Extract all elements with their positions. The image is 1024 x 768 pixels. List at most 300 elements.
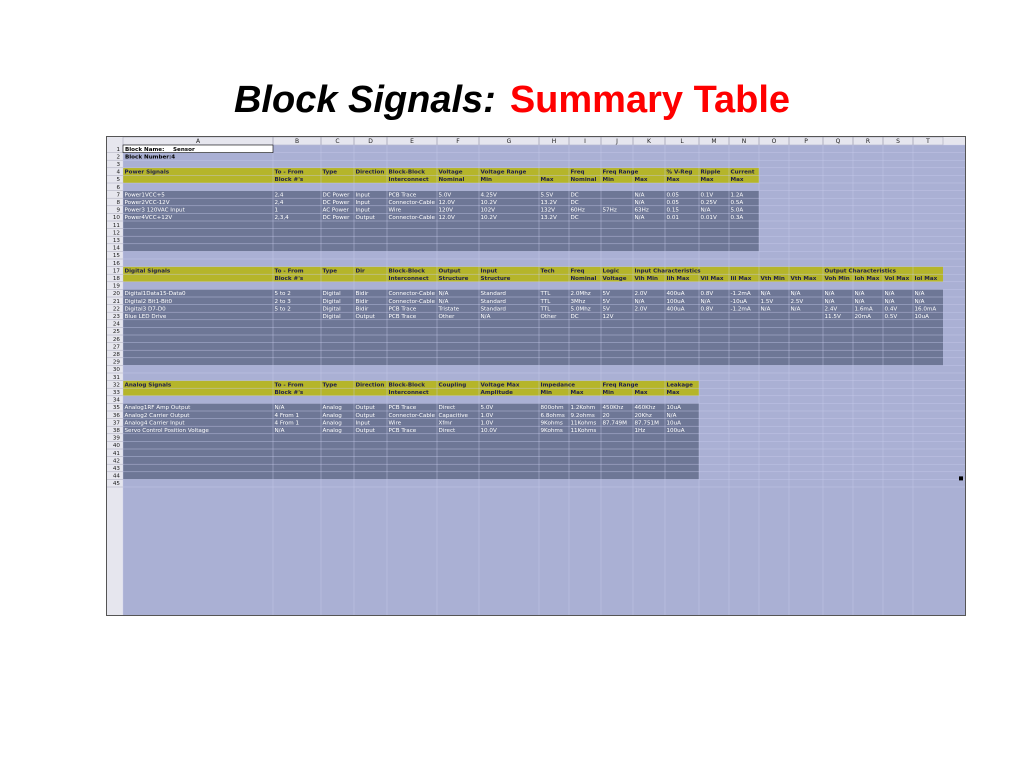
selection-handle[interactable] bbox=[959, 476, 963, 480]
analog-row-1-cell-K: 460Khz bbox=[634, 405, 656, 412]
digital-header1-cell-I: Freq bbox=[570, 268, 585, 275]
digital-row-1-cell-K: 2.0V bbox=[634, 291, 648, 298]
power-row-2-cell-M: 0.25V bbox=[700, 200, 717, 206]
row-label-6: 6 bbox=[116, 184, 120, 191]
digital-header1-cell-B: To - From bbox=[274, 268, 304, 275]
row-label-13: 13 bbox=[112, 238, 120, 244]
digital-row-4-cell-H: Other bbox=[540, 314, 557, 320]
row-label-36: 36 bbox=[112, 412, 120, 419]
row-label-15: 15 bbox=[112, 253, 120, 260]
power-row-4-cell-C: DC Power bbox=[322, 215, 350, 222]
analog-header2-cell-K: Max bbox=[634, 390, 648, 396]
digital-header1-cell-F: Output bbox=[438, 268, 461, 275]
power-row-1-cell-E: PCB Trace bbox=[388, 192, 417, 199]
analog-header1-cell-L: Leakage bbox=[666, 382, 693, 389]
digital-header2-cell-M: Vil Max bbox=[700, 276, 724, 282]
digital-row-1-cell-G: Standard bbox=[480, 291, 506, 298]
row-label-16: 16 bbox=[112, 260, 120, 267]
digital-row-2-cell-S: N/A bbox=[884, 298, 895, 305]
digital-row-3-cell-M: 0.8V bbox=[700, 306, 714, 313]
analog-row-2-cell-H: 6.8ohms bbox=[540, 412, 565, 419]
power-row-4-cell-N: 0.3A bbox=[730, 215, 744, 222]
analog-header2-cell-G: Amplitude bbox=[480, 390, 513, 396]
digital-header2-cell-S: Vol Max bbox=[884, 276, 910, 282]
power-header1-cell-G: Voltage Range bbox=[480, 169, 527, 176]
digital-header1-cell-C: Type bbox=[322, 268, 338, 275]
power-header1-cell-C: Type bbox=[322, 169, 338, 176]
power-row-4-cell-B: 2,3,4 bbox=[274, 215, 289, 222]
digital-header1-cell-Q: Output Characteristics bbox=[824, 268, 896, 275]
power-row-2-cell-H: 13.2V bbox=[540, 200, 557, 206]
power-row-1-cell-F: 5.0V bbox=[438, 192, 452, 199]
analog-row-3-cell-F: Xfmr bbox=[438, 420, 453, 427]
row-label-37: 37 bbox=[112, 420, 120, 427]
analog-row-4-cell-B: N/A bbox=[274, 428, 285, 434]
column-label-D: D bbox=[368, 138, 373, 145]
digital-row-4-cell-I: DC bbox=[570, 314, 579, 320]
digital-row-1-cell-C: Digital bbox=[322, 291, 341, 298]
digital-row-3-cell-O: N/A bbox=[760, 306, 771, 313]
row-label-11: 11 bbox=[112, 222, 120, 229]
digital-header2-cell-P: Vth Max bbox=[790, 276, 817, 282]
digital-header1-cell-H: Tech bbox=[540, 268, 555, 275]
power-header2-cell-E: Interconnect bbox=[388, 177, 429, 184]
row-label-35: 35 bbox=[112, 405, 120, 412]
row-label-29: 29 bbox=[112, 359, 120, 366]
row-label-34: 34 bbox=[112, 397, 120, 404]
analog-row-4-cell-G: 10.0V bbox=[480, 428, 497, 434]
analog-header1-cell-C: Type bbox=[322, 382, 338, 389]
digital-row-3-cell-R: 1.6mA bbox=[854, 306, 873, 313]
column-label-T: T bbox=[926, 138, 930, 145]
power-header1-cell-L: % V-Reg bbox=[666, 169, 693, 176]
column-label-G: G bbox=[506, 138, 512, 145]
power-row-3-cell-H: 132V bbox=[540, 207, 556, 214]
digital-row-2-cell-M: N/A bbox=[700, 298, 711, 305]
row-label-3: 3 bbox=[116, 162, 120, 168]
digital-row-3-cell-P: N/A bbox=[790, 306, 801, 313]
analog-row-3-cell-H: 9Kohms bbox=[540, 420, 563, 427]
column-label-S: S bbox=[896, 138, 900, 145]
power-row-2-cell-N: 0.5A bbox=[730, 200, 744, 206]
digital-row-3-cell-Q: 2.4V bbox=[824, 306, 838, 313]
digital-row-4-cell-G: N/A bbox=[480, 314, 491, 320]
analog-row-4-cell-D: Output bbox=[355, 428, 375, 434]
power-row-2-cell-B: 2,4 bbox=[274, 200, 284, 206]
analog-row-3-cell-B: 4 From 1 bbox=[274, 420, 300, 427]
row-label-23: 23 bbox=[112, 314, 120, 320]
power-header1-cell-A: Power Signals bbox=[124, 169, 170, 176]
power-row-3-cell-F: 120V bbox=[438, 207, 454, 214]
digital-row-4-cell-R: 20mA bbox=[854, 314, 871, 320]
power-header1-cell-F: Voltage bbox=[438, 169, 463, 176]
digital-header2-cell-L: Iih Max bbox=[666, 276, 690, 282]
power-header1-cell-J: Freq Range bbox=[602, 169, 639, 176]
analog-row-3-cell-G: 1.0V bbox=[480, 420, 494, 427]
power-header2-cell-L: Max bbox=[666, 177, 680, 184]
title-part-block-signals: Block Signals: bbox=[233, 79, 496, 121]
column-label-E: E bbox=[410, 138, 414, 145]
power-header2-cell-J: Min bbox=[602, 177, 614, 184]
digital-row-3-cell-E: PCB Trace bbox=[388, 306, 417, 313]
block-name-label: Block Name: bbox=[125, 146, 165, 153]
analog-row-2-cell-J: 20 bbox=[602, 412, 610, 419]
digital-row-1-cell-E: Connector-Cable bbox=[388, 291, 435, 298]
digital-header2-cell-F: Structure bbox=[438, 276, 469, 282]
analog-header1-cell-F: Coupling bbox=[438, 382, 467, 389]
digital-row-1-cell-M: 0.8V bbox=[700, 291, 714, 298]
power-header2-cell-F: Nominal bbox=[438, 177, 465, 184]
digital-header2-cell-Q: Voh Min bbox=[824, 276, 850, 282]
power-row-1-cell-D: Input bbox=[355, 192, 370, 199]
digital-row-3-cell-A: Digital3 D7-D0 bbox=[124, 306, 166, 313]
power-row-3-cell-N: 5.0A bbox=[730, 207, 744, 214]
row-label-10: 10 bbox=[112, 215, 120, 222]
digital-row-1-cell-R: N/A bbox=[854, 291, 865, 298]
digital-row-4-cell-F: Other bbox=[438, 314, 455, 320]
power-header1-cell-B: To - From bbox=[274, 169, 304, 176]
power-header1-cell-E: Block-Block bbox=[388, 169, 425, 176]
analog-header2-cell-I: Max bbox=[570, 390, 584, 396]
analog-row-4-cell-E: PCB Trace bbox=[388, 428, 417, 434]
row-label-33: 33 bbox=[112, 390, 120, 396]
column-label-C: C bbox=[335, 138, 340, 145]
digital-row-2-cell-L: 100uA bbox=[666, 298, 685, 305]
digital-row-4-cell-T: 10uA bbox=[914, 314, 929, 320]
column-label-N: N bbox=[741, 138, 747, 145]
row-label-31: 31 bbox=[112, 374, 120, 381]
analog-row-3-cell-C: Analog bbox=[322, 420, 342, 427]
power-header1-cell-I: Freq bbox=[570, 169, 585, 176]
row-label-38: 38 bbox=[112, 428, 120, 434]
slide-title bbox=[0, 76, 1024, 124]
digital-header1-cell-K: Input Characteristics bbox=[634, 268, 701, 275]
analog-header1-cell-B: To - From bbox=[274, 382, 304, 389]
column-label-F: F bbox=[456, 138, 460, 145]
power-row-3-cell-A: Power3 120VAC Input bbox=[124, 207, 185, 214]
digital-row-2-cell-H: TTL bbox=[540, 298, 551, 305]
digital-row-1-cell-O: N/A bbox=[760, 291, 771, 298]
column-label-K: K bbox=[647, 138, 651, 145]
digital-row-2-cell-A: Digital2 Bit1-Bit0 bbox=[124, 298, 173, 305]
analog-row-4-cell-F: Direct bbox=[438, 428, 456, 434]
analog-row-3-cell-I: 11Kohms bbox=[570, 420, 597, 427]
digital-row-3-cell-N: -1.2mA bbox=[730, 306, 751, 313]
row-label-42: 42 bbox=[112, 458, 120, 465]
row-label-2: 2 bbox=[116, 154, 120, 161]
digital-row-2-cell-O: 1.5V bbox=[760, 298, 774, 305]
power-row-4-cell-H: 13.2V bbox=[540, 215, 557, 222]
analog-row-3-cell-E: Wire bbox=[388, 420, 402, 427]
analog-row-4-cell-A: Servo Control Position Voltage bbox=[124, 428, 209, 434]
digital-row-3-cell-C: Digital bbox=[322, 306, 341, 313]
title-part-summary-table: Summary Table bbox=[509, 79, 791, 121]
analog-row-3-cell-J: 87.749M bbox=[602, 420, 627, 427]
digital-header2-cell-N: Iil Max bbox=[730, 276, 752, 282]
row-label-12: 12 bbox=[112, 230, 120, 237]
digital-header2-cell-T: Iol Max bbox=[914, 276, 938, 282]
row-label-1: 1 bbox=[116, 146, 120, 153]
power-row-3-cell-J: 57Hz bbox=[602, 207, 617, 214]
column-label-P: P bbox=[804, 138, 808, 145]
power-row-3-cell-M: N/A bbox=[700, 207, 711, 214]
column-label-R: R bbox=[865, 138, 871, 145]
power-row-1-cell-C: DC Power bbox=[322, 192, 350, 199]
analog-row-4-cell-I: 11Kohms bbox=[570, 428, 597, 434]
analog-row-4-cell-C: Analog bbox=[322, 428, 342, 434]
power-row-3-cell-K: 63Hz bbox=[634, 207, 649, 214]
power-row-1-cell-B: 2,4 bbox=[274, 192, 284, 199]
power-header2-cell-I: Nominal bbox=[570, 177, 597, 184]
digital-row-4-cell-Q: 11.5V bbox=[824, 314, 841, 320]
row-label-39: 39 bbox=[112, 435, 120, 442]
digital-row-1-cell-B: 5 to 2 bbox=[274, 291, 291, 298]
analog-row-2-cell-B: 4 From 1 bbox=[274, 412, 300, 419]
digital-row-1-cell-T: N/A bbox=[914, 291, 925, 298]
analog-header2-cell-L: Max bbox=[666, 390, 680, 396]
row-label-24: 24 bbox=[112, 321, 120, 328]
digital-row-2-cell-Q: N/A bbox=[824, 298, 835, 305]
power-row-2-cell-L: 0.05 bbox=[666, 200, 679, 206]
analog-row-1-cell-L: 10uA bbox=[666, 405, 681, 412]
digital-row-4-cell-C: Digital bbox=[322, 314, 341, 320]
row-label-22: 22 bbox=[112, 306, 120, 313]
analog-header2-cell-E: Interconnect bbox=[388, 390, 429, 396]
digital-row-3-cell-L: 400uA bbox=[666, 306, 685, 313]
row-label-19: 19 bbox=[112, 283, 120, 290]
row-label-26: 26 bbox=[112, 336, 120, 343]
digital-row-2-cell-T: N/A bbox=[914, 298, 925, 305]
spreadsheet[interactable] bbox=[106, 136, 966, 616]
digital-row-2-cell-N: -10uA bbox=[730, 298, 748, 305]
power-header2-cell-H: Max bbox=[540, 177, 554, 184]
digital-row-1-cell-H: TTL bbox=[540, 291, 551, 298]
power-row-3-cell-E: Wire bbox=[388, 207, 402, 214]
analog-row-4-cell-H: 9Kohms bbox=[540, 428, 563, 434]
column-label-B: B bbox=[294, 138, 300, 145]
power-row-4-cell-F: 12.0V bbox=[438, 215, 455, 222]
digital-row-3-cell-B: 5 to 2 bbox=[274, 306, 291, 313]
analog-row-2-cell-I: 9.2ohms bbox=[570, 412, 595, 419]
analog-header1-cell-D: Direction bbox=[355, 382, 385, 389]
digital-row-2-cell-D: Bidir bbox=[355, 298, 369, 305]
row-label-28: 28 bbox=[112, 352, 120, 358]
digital-row-3-cell-S: 0.4V bbox=[884, 306, 898, 313]
power-row-2-cell-I: DC bbox=[570, 200, 579, 206]
digital-row-2-cell-E: Connector-Cable bbox=[388, 298, 435, 305]
power-header2-cell-G: Min bbox=[480, 177, 492, 184]
row-label-41: 41 bbox=[112, 450, 120, 457]
digital-header2-cell-K: Vih Min bbox=[634, 276, 659, 282]
row-label-20: 20 bbox=[112, 291, 120, 298]
digital-row-3-cell-K: 2.0V bbox=[634, 306, 648, 313]
digital-header2-cell-R: Ioh Max bbox=[854, 276, 880, 282]
digital-header2-cell-E: Interconnect bbox=[388, 276, 429, 282]
row-label-30: 30 bbox=[112, 367, 120, 374]
analog-row-1-cell-F: Direct bbox=[438, 405, 456, 412]
power-row-1-cell-H: 5.5V bbox=[540, 192, 554, 199]
digital-header1-cell-G: Input bbox=[480, 268, 498, 275]
power-row-1-cell-N: 1.2A bbox=[730, 192, 744, 199]
digital-header2-cell-G: Structure bbox=[480, 276, 511, 282]
power-header1-cell-M: Ripple bbox=[700, 169, 721, 176]
digital-row-2-cell-J: 5V bbox=[602, 298, 610, 305]
power-row-2-cell-E: Connector-Cable bbox=[388, 200, 435, 206]
power-row-1-cell-I: DC bbox=[570, 192, 579, 199]
power-row-4-cell-D: Output bbox=[355, 215, 375, 222]
digital-row-2-cell-K: N/A bbox=[634, 298, 645, 305]
row-label-4: 4 bbox=[116, 169, 120, 176]
column-label-Q: Q bbox=[835, 138, 841, 145]
column-label-I: I bbox=[584, 138, 586, 145]
analog-row-2-cell-E: Connector-Cable bbox=[388, 412, 435, 419]
power-header1-cell-D: Direction bbox=[355, 169, 385, 176]
power-row-2-cell-D: Input bbox=[355, 200, 370, 206]
digital-row-3-cell-D: Bidir bbox=[355, 306, 369, 313]
analog-row-4-cell-K: 1Hz bbox=[634, 428, 646, 434]
digital-header2-cell-O: Vth Min bbox=[760, 276, 785, 282]
power-row-4-cell-G: 10.2V bbox=[480, 215, 497, 222]
digital-row-3-cell-I: 5.0Mhz bbox=[570, 306, 591, 313]
digital-row-2-cell-B: 2 to 3 bbox=[274, 298, 291, 305]
power-row-3-cell-G: 102V bbox=[480, 207, 496, 214]
row-label-45: 45 bbox=[112, 481, 120, 488]
power-row-3-cell-L: 0.15 bbox=[666, 207, 679, 214]
analog-row-2-cell-D: Output bbox=[355, 412, 375, 419]
digital-row-1-cell-F: N/A bbox=[438, 291, 449, 298]
power-row-3-cell-D: Input bbox=[355, 207, 370, 214]
block-name-value: Sensor bbox=[173, 146, 195, 153]
digital-row-1-cell-N: -1.2mA bbox=[730, 291, 751, 298]
power-header1-cell-N: Current bbox=[730, 169, 755, 176]
row-label-17: 17 bbox=[112, 268, 120, 275]
digital-row-4-cell-D: Output bbox=[355, 314, 375, 320]
power-row-4-cell-L: 0.01 bbox=[666, 215, 679, 222]
power-row-4-cell-K: N/A bbox=[634, 215, 645, 222]
digital-row-3-cell-J: 5V bbox=[602, 306, 610, 313]
row-label-40: 40 bbox=[112, 443, 120, 450]
digital-row-2-cell-I: 3Mhz bbox=[570, 298, 586, 305]
digital-row-4-cell-E: PCB Trace bbox=[388, 314, 417, 320]
analog-row-2-cell-L: N/A bbox=[666, 412, 677, 419]
digital-row-3-cell-F: Tristate bbox=[438, 306, 460, 313]
digital-header1-cell-J: Logic bbox=[602, 268, 620, 275]
row-label-21: 21 bbox=[112, 298, 120, 305]
digital-row-1-cell-Q: N/A bbox=[824, 291, 835, 298]
row-label-27: 27 bbox=[112, 344, 120, 351]
power-row-1-cell-K: N/A bbox=[634, 192, 645, 199]
analog-header2-cell-B: Block #'s bbox=[274, 390, 304, 396]
analog-row-3-cell-A: Analog4 Carrier Input bbox=[124, 420, 185, 427]
row-label-43: 43 bbox=[112, 466, 120, 472]
row-label-7: 7 bbox=[116, 192, 120, 199]
analog-row-1-cell-B: N/A bbox=[274, 405, 285, 412]
analog-header1-cell-E: Block-Block bbox=[388, 382, 425, 389]
digital-header2-cell-J: Voltage bbox=[602, 276, 627, 282]
column-label-M: M bbox=[711, 138, 717, 145]
analog-row-1-cell-A: Analog1RF Amp Output bbox=[124, 405, 191, 412]
analog-row-3-cell-D: Input bbox=[355, 420, 370, 427]
digital-header1-cell-A: Digital Signals bbox=[124, 268, 171, 275]
digital-row-1-cell-S: N/A bbox=[884, 291, 895, 298]
digital-header1-cell-D: Dir bbox=[355, 268, 365, 275]
power-row-4-cell-I: DC bbox=[570, 215, 579, 222]
digital-row-3-cell-H: TTL bbox=[540, 306, 551, 313]
spreadsheet-grid[interactable] bbox=[107, 137, 965, 615]
power-header2-cell-K: Max bbox=[634, 177, 648, 184]
power-row-4-cell-M: 0.01V bbox=[700, 215, 717, 222]
digital-header2-cell-I: Nominal bbox=[570, 276, 597, 282]
analog-row-1-cell-G: 5.0V bbox=[480, 405, 494, 412]
digital-row-4-cell-S: 0.5V bbox=[884, 314, 898, 320]
power-row-1-cell-G: 4.25V bbox=[480, 192, 497, 199]
digital-row-1-cell-P: N/A bbox=[790, 291, 801, 298]
power-row-2-cell-K: N/A bbox=[634, 200, 645, 206]
row-label-8: 8 bbox=[116, 200, 120, 206]
column-label-A: A bbox=[195, 138, 201, 145]
digital-row-1-cell-I: 2.0Mhz bbox=[570, 291, 591, 298]
row-label-14: 14 bbox=[112, 245, 120, 252]
power-row-4-cell-A: Power4VCC+12V bbox=[124, 215, 173, 222]
analog-header1-cell-A: Analog Signals bbox=[124, 382, 172, 389]
analog-row-1-cell-C: Analog bbox=[322, 405, 342, 412]
digital-row-2-cell-R: N/A bbox=[854, 298, 865, 305]
row-label-44: 44 bbox=[112, 473, 120, 480]
power-header2-cell-M: Max bbox=[700, 177, 714, 184]
digital-row-1-cell-D: Bidir bbox=[355, 291, 369, 298]
analog-row-4-cell-L: 100uA bbox=[666, 428, 685, 434]
power-header2-cell-B: Block #'s bbox=[274, 177, 304, 184]
digital-row-2-cell-G: Standard bbox=[480, 298, 506, 305]
column-label-L: L bbox=[680, 138, 684, 145]
power-row-2-cell-C: DC Power bbox=[322, 200, 350, 206]
digital-row-1-cell-L: 400uA bbox=[666, 291, 685, 298]
power-row-1-cell-A: Power1VCC+5 bbox=[124, 192, 165, 199]
column-label-H: H bbox=[551, 138, 557, 145]
analog-header1-cell-G: Voltage Max bbox=[480, 382, 520, 389]
power-row-3-cell-I: 60Hz bbox=[570, 207, 585, 214]
power-row-2-cell-A: Power2VCC-12V bbox=[124, 200, 170, 206]
analog-row-2-cell-K: 20Khz bbox=[634, 412, 652, 419]
digital-header1-cell-E: Block-Block bbox=[388, 268, 425, 275]
analog-header2-cell-H: Min bbox=[540, 390, 552, 396]
analog-row-1-cell-D: Output bbox=[355, 405, 375, 412]
digital-row-3-cell-G: Standard bbox=[480, 306, 506, 313]
power-row-2-cell-G: 10.2V bbox=[480, 200, 497, 206]
power-row-4-cell-E: Connector-Cable bbox=[388, 215, 435, 222]
row-label-5: 5 bbox=[116, 177, 120, 184]
column-label-O: O bbox=[771, 138, 777, 145]
analog-header2-cell-J: Min bbox=[602, 390, 614, 396]
analog-row-2-cell-F: Capacitive bbox=[438, 412, 468, 419]
analog-row-2-cell-C: Analog bbox=[322, 412, 342, 419]
digital-row-2-cell-P: 2.5V bbox=[790, 298, 804, 305]
column-label-J: J bbox=[616, 138, 618, 145]
analog-row-1-cell-E: PCB Trace bbox=[388, 405, 417, 412]
analog-row-3-cell-L: 10uA bbox=[666, 420, 681, 427]
row-label-25: 25 bbox=[112, 329, 120, 336]
digital-row-4-cell-J: 12V bbox=[602, 314, 614, 320]
row-label-9: 9 bbox=[116, 207, 120, 214]
analog-row-2-cell-G: 1.0V bbox=[480, 412, 494, 419]
analog-header1-cell-J: Freq Range bbox=[602, 382, 639, 389]
row-label-32: 32 bbox=[112, 382, 120, 389]
analog-row-1-cell-H: 800ohm bbox=[540, 405, 564, 412]
digital-header2-cell-B: Block #'s bbox=[274, 276, 304, 282]
power-header2-cell-N: Max bbox=[730, 177, 744, 184]
analog-header1-cell-H: Impedance bbox=[540, 382, 576, 389]
digital-row-2-cell-C: Digital bbox=[322, 298, 341, 305]
